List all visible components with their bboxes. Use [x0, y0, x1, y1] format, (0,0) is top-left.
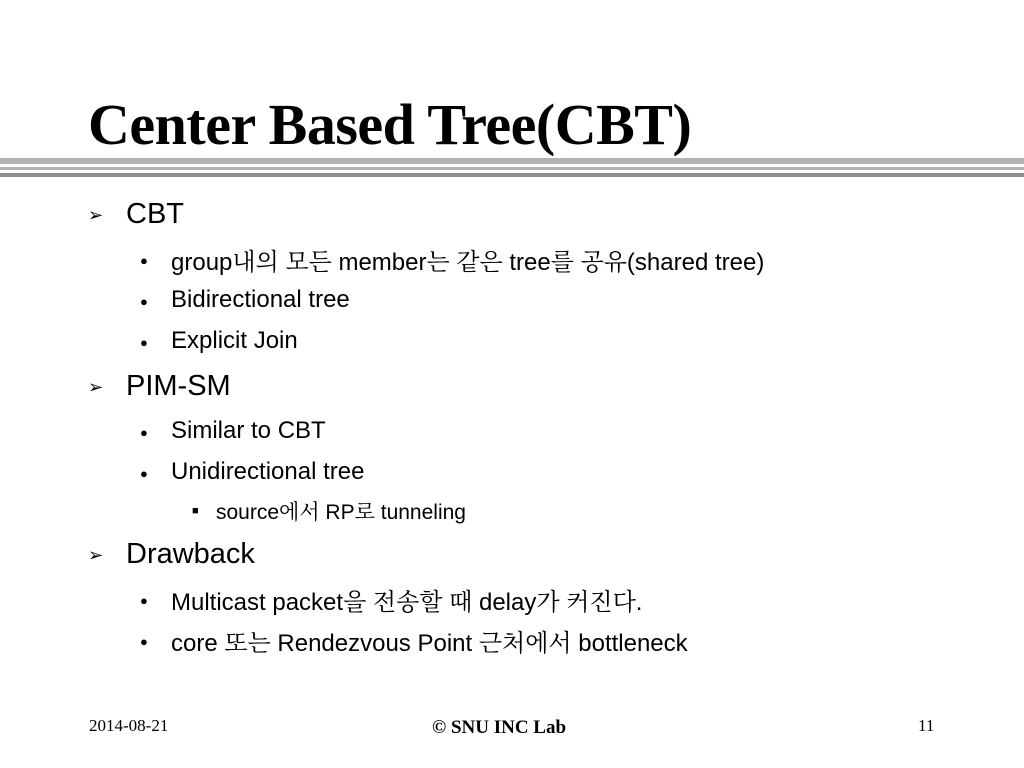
bullet-level2	[140, 244, 764, 274]
bullet-text: CBT	[126, 197, 184, 230]
arrow-bullet-icon: ➢	[88, 204, 104, 225]
bullet-level1-cbt	[88, 196, 184, 232]
bullet-level2	[140, 326, 298, 356]
bullet-text: PIM-SM	[126, 369, 231, 402]
bullet-text: Explicit Join	[171, 327, 298, 354]
dot-bullet-icon: ●	[140, 252, 148, 268]
bullet-text: Bidirectional tree	[171, 286, 350, 313]
footer-copyright: © SNU INC Lab	[432, 717, 567, 738]
title-divider-bottom	[0, 173, 1024, 177]
title-divider-middle	[0, 167, 1024, 170]
bullet-text: core 또는 Rendezvous Point 근처에서 bottleneck	[171, 629, 688, 657]
footer-date: 2014-08-21	[89, 716, 169, 735]
dot-bullet-icon: ●	[140, 334, 148, 350]
bullet-level1-pim-sm	[88, 368, 231, 404]
bullet-level2	[140, 416, 326, 446]
dot-bullet-icon: ●	[140, 293, 148, 309]
page-number: 11	[918, 716, 935, 735]
bullet-text: source에서 RP로 tunneling	[216, 501, 466, 524]
dot-bullet-icon: ●	[140, 633, 148, 649]
bullet-level2	[140, 285, 350, 315]
bullet-text: Similar to CBT	[171, 417, 326, 444]
square-bullet-icon: ■	[192, 505, 199, 517]
arrow-bullet-icon: ➢	[88, 544, 104, 565]
slide-title: Center Based Tree(CBT)	[88, 92, 692, 157]
bullet-text: Multicast packet을 전송할 때 delay가 커진다.	[171, 588, 643, 616]
bullet-text: Unidirectional tree	[171, 458, 365, 485]
arrow-bullet-icon: ➢	[88, 376, 104, 397]
dot-bullet-icon: ●	[140, 424, 148, 440]
title-divider-top	[0, 158, 1024, 164]
bullet-text: group내의 모든 member는 같은 tree를 공유(shared tree)	[171, 248, 765, 276]
bullet-level2	[140, 625, 688, 655]
bullet-level2	[140, 457, 364, 487]
bullet-level2	[140, 584, 642, 614]
bullet-text: Drawback	[126, 537, 255, 570]
bullet-level1-drawback	[88, 536, 255, 572]
dot-bullet-icon: ●	[140, 465, 148, 481]
bullet-level3	[192, 498, 466, 524]
dot-bullet-icon: ●	[140, 592, 148, 608]
